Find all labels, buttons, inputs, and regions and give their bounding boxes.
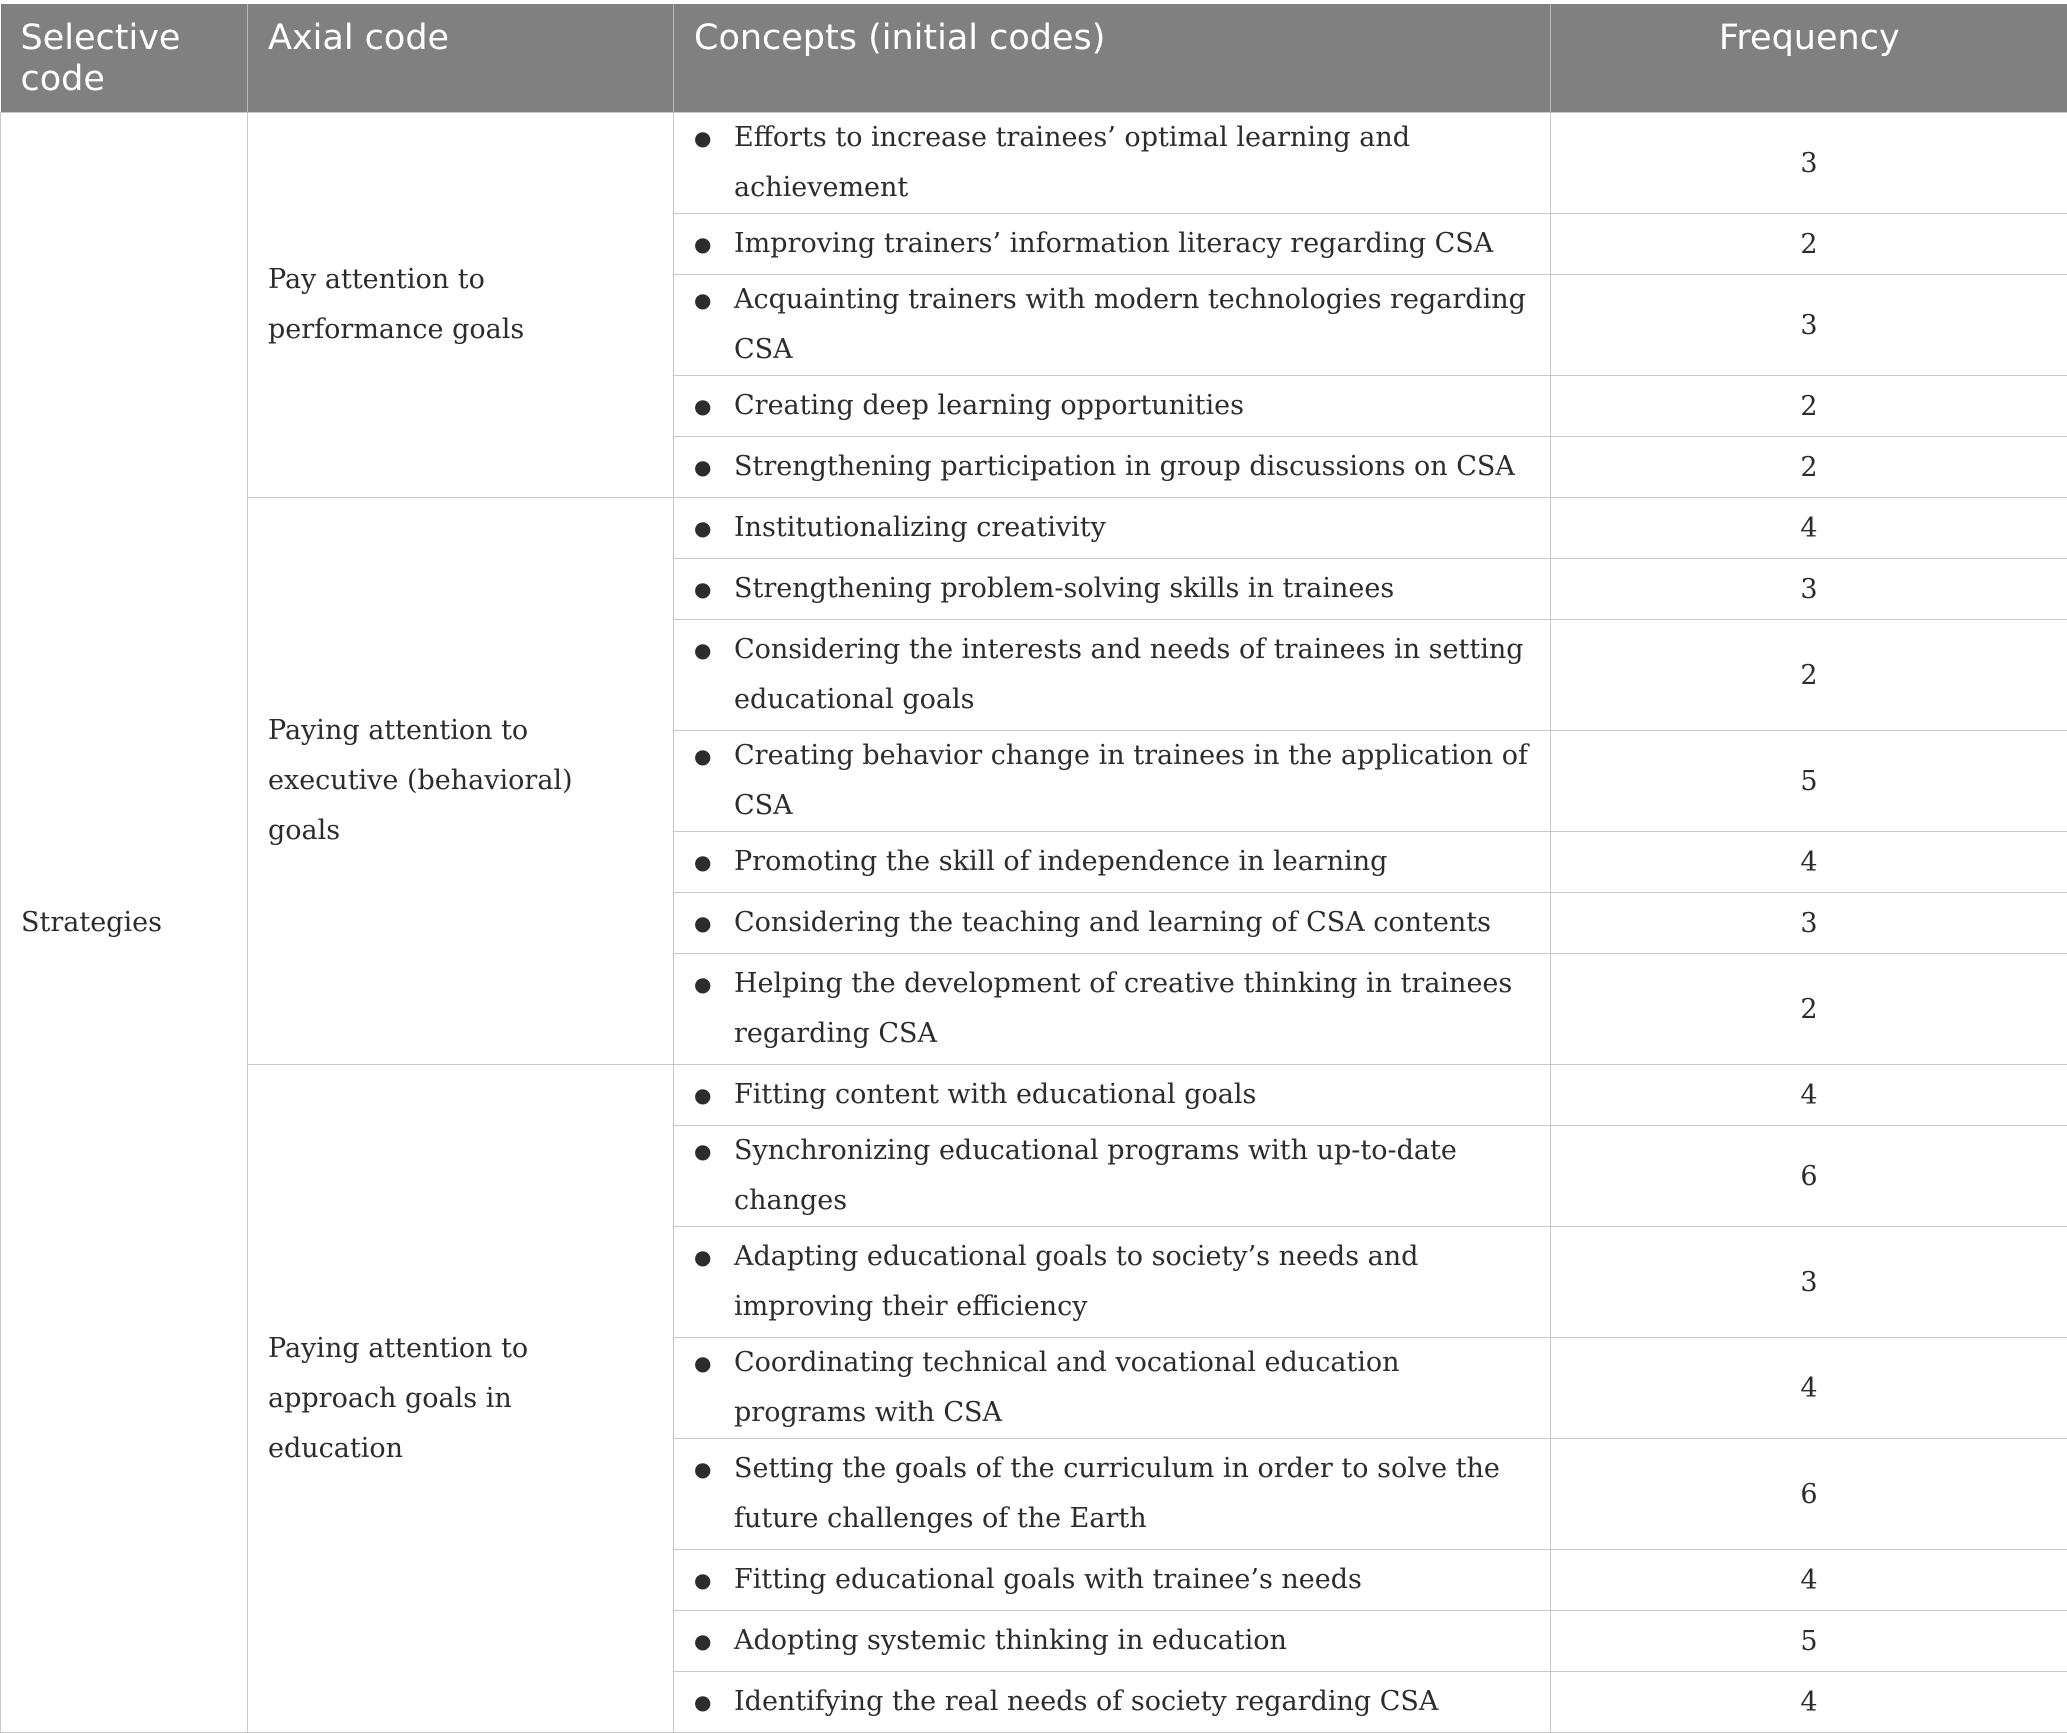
coding-table-container	[0, 4, 2067, 1733]
bullet-icon: ●	[694, 1070, 734, 1120]
bullet-icon: ●	[694, 1338, 734, 1388]
concept-cell	[674, 275, 1551, 376]
header-row	[1, 4, 2067, 113]
concept-text: Helping the development of creative thinking in trainees regarding CSA	[734, 959, 1530, 1059]
concept-cell	[674, 832, 1551, 893]
table-row	[1, 113, 2067, 214]
concept-cell	[674, 1126, 1551, 1227]
concept-text: Creating behavior change in trainees in the application of CSA	[734, 731, 1530, 831]
concept-text: Efforts to increase trainees’ optimal learning and achievement	[734, 113, 1530, 213]
concept-text: Adapting educational goals to society’s needs and improving their efficiency	[734, 1232, 1530, 1332]
bullet-icon: ●	[694, 564, 734, 614]
axial-code-cell: Paying attention to approach goals in education	[248, 1065, 674, 1733]
concept-text: Promoting the skill of independence in learning	[734, 837, 1530, 887]
concept-cell	[674, 437, 1551, 498]
concept-cell	[674, 731, 1551, 832]
concept-text: Setting the goals of the curriculum in order to solve the future challenges of the Earth	[734, 1444, 1530, 1544]
concept-text: Identifying the real needs of society regarding CSA	[734, 1677, 1530, 1727]
bullet-icon: ●	[694, 837, 734, 887]
bullet-icon: ●	[694, 503, 734, 553]
concept-text: Improving trainers’ information literacy regarding CSA	[734, 219, 1530, 269]
concept-cell	[674, 214, 1551, 275]
header-frequency: Frequency	[1551, 4, 2067, 113]
bullet-icon: ●	[694, 381, 734, 431]
concept-cell	[674, 376, 1551, 437]
bullet-icon: ●	[694, 731, 734, 781]
bullet-icon: ●	[694, 1232, 734, 1282]
concept-text: Adopting systemic thinking in education	[734, 1616, 1530, 1666]
concept-cell	[674, 620, 1551, 731]
bullet-icon: ●	[694, 219, 734, 269]
concept-text: Coordinating technical and vocational education programs with CSA	[734, 1338, 1530, 1438]
concept-cell	[674, 498, 1551, 559]
frequency-cell: 5	[1551, 731, 2067, 832]
frequency-cell: 2	[1551, 620, 2067, 731]
bullet-icon: ●	[694, 1444, 734, 1494]
concept-text: Considering the teaching and learning of CSA contents	[734, 898, 1530, 948]
concept-cell	[674, 1065, 1551, 1126]
header-selective-code: Selective code	[1, 4, 248, 113]
bullet-icon: ●	[694, 1677, 734, 1727]
bullet-icon: ●	[694, 442, 734, 492]
table-body	[1, 113, 2067, 1733]
frequency-cell: 4	[1551, 1550, 2067, 1611]
bullet-icon: ●	[694, 898, 734, 948]
bullet-icon: ●	[694, 1616, 734, 1666]
concept-cell	[674, 954, 1551, 1065]
frequency-cell: 3	[1551, 559, 2067, 620]
header-concepts: Concepts (initial codes)	[674, 4, 1551, 113]
frequency-cell: 4	[1551, 1338, 2067, 1439]
bullet-icon: ●	[694, 1555, 734, 1605]
concept-text: Acquainting trainers with modern technologies regarding CSA	[734, 275, 1530, 375]
concept-cell	[674, 1611, 1551, 1672]
table-row	[1, 1065, 2067, 1126]
bullet-icon: ●	[694, 113, 734, 163]
concept-text: Fitting educational goals with trainee’s needs	[734, 1555, 1530, 1605]
concept-cell	[674, 559, 1551, 620]
concept-cell	[674, 1439, 1551, 1550]
concept-cell	[674, 1550, 1551, 1611]
frequency-cell: 6	[1551, 1126, 2067, 1227]
frequency-cell: 5	[1551, 1611, 2067, 1672]
selective-code-cell: Strategies	[1, 113, 248, 1733]
table-row	[1, 498, 2067, 559]
frequency-cell: 4	[1551, 498, 2067, 559]
frequency-cell: 3	[1551, 113, 2067, 214]
concept-cell	[674, 113, 1551, 214]
coding-table	[0, 4, 2067, 1733]
frequency-cell: 3	[1551, 893, 2067, 954]
concept-text: Strengthening problem-solving skills in trainees	[734, 564, 1530, 614]
header-axial-code: Axial code	[248, 4, 674, 113]
axial-code-cell: Paying attention to executive (behavioral) goals	[248, 498, 674, 1065]
bullet-icon: ●	[694, 1126, 734, 1176]
frequency-cell: 4	[1551, 1672, 2067, 1733]
frequency-cell: 2	[1551, 214, 2067, 275]
bullet-icon: ●	[694, 959, 734, 1009]
concept-cell	[674, 1338, 1551, 1439]
frequency-cell: 4	[1551, 1065, 2067, 1126]
concept-cell	[674, 1227, 1551, 1338]
bullet-icon: ●	[694, 275, 734, 325]
concept-cell	[674, 1672, 1551, 1733]
concept-text: Strengthening participation in group discussions on CSA	[734, 442, 1530, 492]
frequency-cell: 4	[1551, 832, 2067, 893]
frequency-cell: 2	[1551, 437, 2067, 498]
concept-cell	[674, 893, 1551, 954]
axial-code-cell: Pay attention to performance goals	[248, 113, 674, 498]
table-header	[1, 4, 2067, 113]
concept-text: Creating deep learning opportunities	[734, 381, 1530, 431]
frequency-cell: 2	[1551, 954, 2067, 1065]
concept-text: Fitting content with educational goals	[734, 1070, 1530, 1120]
concept-text: Considering the interests and needs of trainees in setting educational goals	[734, 625, 1530, 725]
bullet-icon: ●	[694, 625, 734, 675]
frequency-cell: 3	[1551, 275, 2067, 376]
frequency-cell: 2	[1551, 376, 2067, 437]
concept-text: Institutionalizing creativity	[734, 503, 1530, 553]
frequency-cell: 3	[1551, 1227, 2067, 1338]
frequency-cell: 6	[1551, 1439, 2067, 1550]
concept-text: Synchronizing educational programs with up-to-date changes	[734, 1126, 1530, 1226]
